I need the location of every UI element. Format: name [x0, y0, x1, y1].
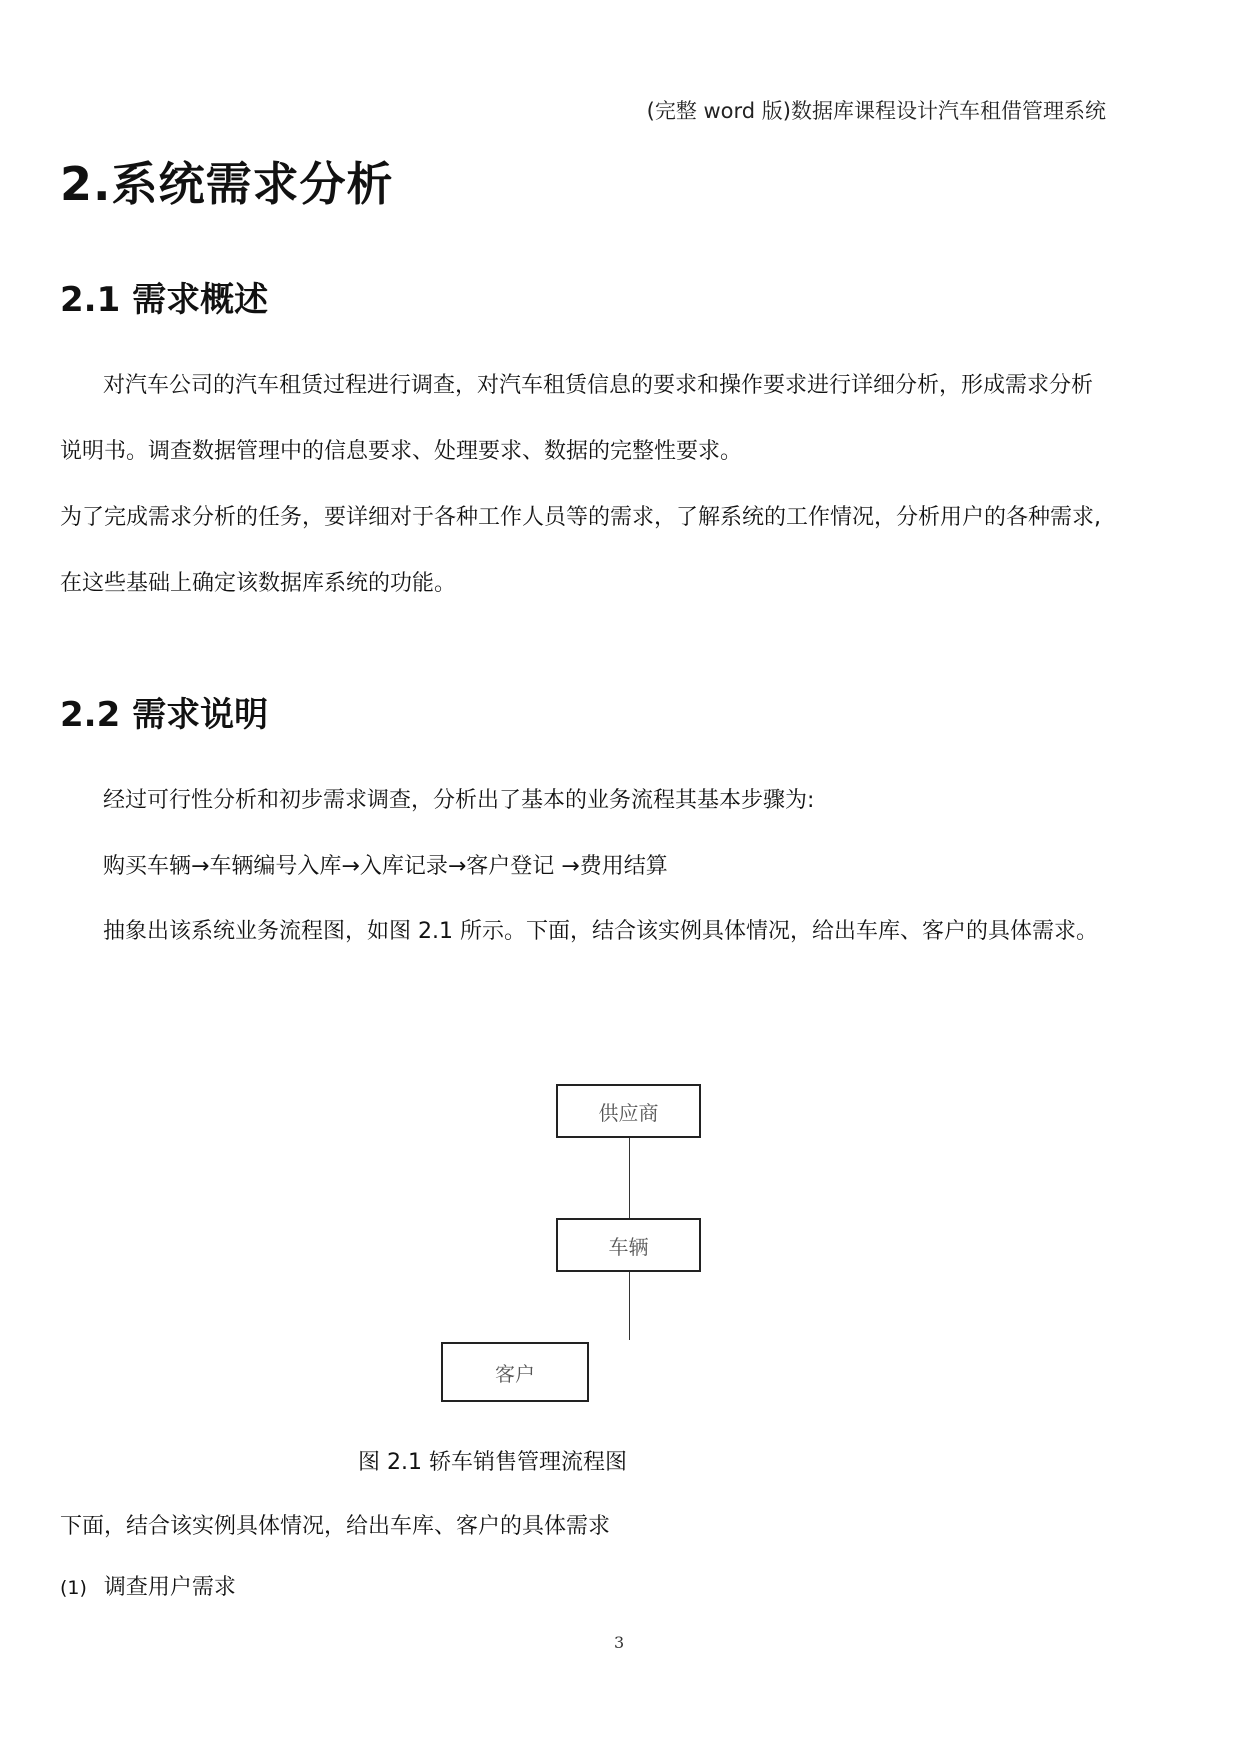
figure-caption: 图 2.1 轿车销售管理流程图	[358, 1450, 627, 1475]
diagram-node-customer: 客户	[441, 1342, 589, 1402]
section-heading-description: 2.2 需求说明	[60, 695, 269, 735]
running-header: (完整 word 版)数据库课程设计汽车租借管理系统	[646, 99, 1106, 123]
overview-paragraph2-line-1: 为了完成需求分析的任务，要详细对于各种工作人员等的需求，了解系统的工作情况，分析用户的各种需求,	[60, 505, 1101, 530]
description-line-1: 经过可行性分析和初步需求调查，分析出了基本的业务流程其基本步骤为:	[103, 788, 815, 813]
diagram-node-vehicle: 车辆	[556, 1218, 701, 1272]
list-item-text: 调查用户需求	[103, 1575, 236, 1600]
overview-paragraph-line-1: 对汽车公司的汽车租赁过程进行调查，对汽车租赁信息的要求和操作要求进行详细分析，形成需求分析	[103, 373, 1094, 398]
list-item	[60, 1570, 236, 1601]
description-line-3: 抽象出该系统业务流程图，如图 2.1 所示。下面，结合该实例具体情况，给出车库、客户的具体需求。	[103, 919, 1098, 944]
overview-paragraph2-line-2: 在这些基础上确定该数据库系统的功能。	[60, 571, 457, 596]
diagram-connector-1	[629, 1138, 630, 1218]
description-process-flow: 购买车辆→车辆编号入库→入库记录→客户登记 →费用结算	[103, 854, 668, 879]
chapter-title: 2.系统需求分析	[60, 157, 394, 211]
section-heading-overview: 2.1 需求概述	[60, 280, 269, 320]
list-item-number: (1)	[60, 1577, 87, 1599]
after-diagram-line: 下面，结合该实例具体情况，给出车库、客户的具体需求	[60, 1514, 611, 1539]
page-number: 3	[614, 1633, 625, 1652]
diagram-connector-2	[629, 1272, 630, 1340]
diagram-node-supplier: 供应商	[556, 1084, 701, 1138]
overview-paragraph-line-2: 说明书。调查数据管理中的信息要求、处理要求、数据的完整性要求。	[60, 439, 743, 464]
